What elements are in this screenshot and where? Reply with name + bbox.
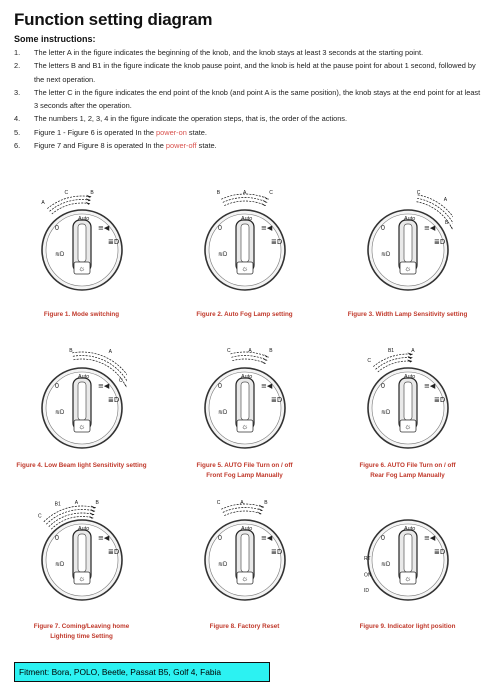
knob-label-auto: Auto — [241, 526, 253, 532]
headlamp-icon: ≡◀ — [424, 534, 436, 542]
knob-svg — [363, 346, 453, 458]
instructions-list — [14, 46, 482, 152]
arrow-head — [264, 196, 269, 199]
position-mark: B — [90, 190, 94, 196]
low-beam-icon: ≣D — [271, 548, 283, 556]
instruction-number: 3. — [14, 87, 21, 97]
rotation-arrow — [47, 196, 91, 209]
knob-label-fog: ≋D — [218, 410, 228, 416]
instruction-text: The numbers 1, 2, 3, 4 in the figure indicate the operation steps, that is, the order of the actions. — [34, 114, 348, 124]
position-mark: ON — [364, 572, 372, 579]
knob-label-light: ☼ — [78, 574, 86, 583]
instruction-text-pre: Figure 7 and Figure 8 is operated In the — [34, 141, 166, 151]
knob-label-light: ☼ — [404, 264, 412, 273]
arrow-head — [449, 225, 452, 230]
rotation-arrow — [223, 198, 267, 203]
instructions-heading: Some instructions: — [14, 34, 96, 44]
figure-8 — [163, 492, 326, 642]
instruction-text: The letters B and B1 in the figure indicate the knob pause point, and the knob is held at the pause point for about 1 second, followed by the next operation. — [34, 61, 476, 84]
knob-diagram — [363, 346, 453, 458]
position-mark: C — [226, 348, 231, 354]
figure-2 — [163, 180, 326, 330]
instruction-number: 6. — [14, 141, 21, 151]
handle-slot — [241, 224, 249, 262]
knob-label-fog: ≋D — [381, 562, 391, 568]
figure-9 — [326, 492, 488, 642]
rotation-arrow — [232, 359, 265, 364]
handle-slot — [78, 382, 86, 420]
knob-label-auto: Auto — [241, 374, 253, 380]
position-mark: B — [445, 219, 449, 226]
instruction-item — [14, 112, 482, 125]
figure-grid — [0, 180, 488, 650]
low-beam-icon: ≣D — [434, 396, 446, 404]
power-off-label: power-off — [165, 141, 197, 151]
figure-caption — [0, 310, 163, 320]
position-mark: C — [216, 500, 221, 506]
instruction-item — [14, 86, 482, 113]
knob-label-zero: 0 — [55, 383, 59, 390]
instruction-text-pre: Figure 1 - Figure 6 is operated In the — [34, 127, 157, 137]
knob-diagram — [200, 346, 290, 458]
knob-label-fog: ≋D — [218, 252, 228, 258]
arrow-head — [452, 223, 453, 228]
position-mark: B — [69, 348, 73, 354]
position-mark: A — [41, 200, 45, 207]
position-mark: ID — [364, 588, 369, 594]
rotation-arrow — [224, 511, 261, 516]
knob-diagram — [37, 188, 127, 300]
instruction-item — [14, 46, 482, 59]
knob-diagram — [37, 346, 127, 458]
low-beam-icon: ≣D — [108, 548, 120, 556]
knob-diagram — [363, 498, 453, 610]
knob-label-zero: 0 — [381, 535, 385, 542]
knob-label-auto: Auto — [404, 216, 416, 222]
caption-line: Lighting time Setting — [50, 633, 113, 640]
knob-label-light: ☼ — [241, 264, 249, 273]
knob-svg — [363, 188, 453, 300]
handle-slot — [241, 382, 249, 420]
instruction-number: 5. — [14, 127, 21, 137]
arrow-head — [262, 199, 267, 202]
knob-svg — [37, 188, 127, 300]
headlamp-icon: ≡◀ — [261, 224, 273, 232]
knob-label-zero: 0 — [218, 225, 222, 232]
knob-label-auto: Auto — [78, 216, 90, 222]
position-mark: B1 — [54, 501, 61, 508]
figure-caption — [326, 310, 488, 320]
instruction-number: 4. — [14, 114, 21, 124]
knob-label-fog: ≋D — [381, 410, 391, 416]
caption-line: Figure 4. Low Beam light Sensitivity setting — [16, 462, 147, 469]
knob-label-light: ☼ — [78, 264, 86, 273]
handle-slot — [78, 534, 86, 572]
arrow-head — [264, 354, 269, 357]
knob-label-fog: ≋D — [55, 410, 65, 416]
figure-caption — [163, 461, 326, 481]
knob-svg — [37, 498, 127, 610]
caption-line: Figure 2. Auto Fog Lamp setting — [196, 311, 293, 318]
instruction-text: The letter C in the figure indicates the end point of the knob (and point A is the same position), the knob stays at the end point for at least 3 seconds after the operation. — [34, 87, 481, 111]
position-mark: C — [119, 377, 123, 384]
handle-slot — [78, 224, 86, 262]
headlamp-icon: ≡◀ — [261, 534, 273, 542]
knob-label-fog: ≋D — [381, 252, 391, 258]
arrow-head — [89, 516, 93, 519]
position-mark: C — [416, 190, 421, 196]
instruction-text: The letter A in the figure indicates the beginning of the knob, and the knob stays at least 3 seconds at the starting point. — [34, 48, 424, 57]
figure-caption — [326, 622, 488, 632]
knob-label-auto: Auto — [78, 374, 90, 380]
caption-line: Figure 6. AUTO File Turn on / off — [359, 462, 456, 469]
figure-3 — [326, 180, 488, 330]
arrow-head — [123, 383, 126, 388]
rotation-arrow — [373, 354, 412, 367]
knob-label-light: ☼ — [404, 422, 412, 431]
low-beam-icon: ≣D — [434, 548, 446, 556]
position-mark: A — [443, 196, 448, 203]
knob-label-zero: 0 — [55, 535, 59, 542]
instruction-number: 2. — [14, 61, 21, 71]
position-mark: B — [264, 500, 268, 506]
figure-4 — [0, 340, 163, 490]
power-on-label: power-on — [156, 127, 187, 137]
knob-svg — [200, 346, 290, 458]
figure-caption — [163, 310, 326, 320]
figure-1 — [0, 180, 163, 330]
knob-label-zero: 0 — [381, 383, 385, 390]
knob-label-light: ☼ — [241, 574, 249, 583]
position-mark: B1 — [387, 348, 395, 354]
caption-line: Figure 7. Coming/Leaving home — [33, 623, 130, 630]
instruction-text-post: state. — [196, 141, 217, 151]
instruction-item — [14, 139, 482, 152]
headlamp-icon: ≡◀ — [261, 382, 273, 390]
position-mark: A — [411, 348, 415, 354]
knob-label-auto: Auto — [241, 216, 253, 222]
handle-slot — [404, 534, 412, 572]
knob-label-light: ☼ — [404, 574, 412, 583]
rotation-arrow — [224, 201, 265, 206]
knob-label-light: ☼ — [241, 422, 249, 431]
figure-7 — [0, 492, 163, 642]
low-beam-icon: ≣D — [271, 396, 283, 404]
instruction-text-post: state. — [186, 127, 207, 137]
position-mark: C — [269, 190, 273, 196]
caption-line: Figure 5. AUTO File Turn on / off — [196, 462, 293, 469]
position-mark: RT — [364, 556, 371, 562]
position-mark: B — [95, 500, 99, 506]
knob-svg — [37, 346, 127, 458]
headlamp-icon: ≡◀ — [98, 534, 110, 542]
page-title: Function setting diagram — [14, 10, 213, 29]
figure-caption — [326, 461, 488, 481]
arrow-head — [257, 511, 262, 514]
knob-label-light: ☼ — [78, 422, 86, 431]
knob-label-zero: 0 — [381, 225, 385, 232]
caption-line: Figure 3. Width Lamp Sensitivity setting — [347, 311, 468, 318]
knob-diagram — [200, 188, 290, 300]
position-mark: A — [248, 348, 252, 354]
headlamp-icon: ≡◀ — [98, 224, 110, 232]
handle-slot — [241, 534, 249, 572]
caption-line: Figure 1. Mode switching — [43, 311, 120, 318]
knob-svg — [200, 188, 290, 300]
caption-line: Figure 8. Factory Reset — [209, 623, 280, 630]
position-mark: A — [240, 500, 244, 506]
handle-slot — [404, 224, 412, 262]
knob-label-auto: Auto — [404, 526, 416, 532]
caption-line: Rear Fog Lamp Manually — [370, 472, 445, 479]
fitment-banner — [14, 662, 270, 682]
position-mark: C — [64, 190, 69, 196]
arrow-head — [126, 381, 127, 386]
knob-diagram — [37, 498, 127, 610]
low-beam-icon: ≣D — [108, 396, 120, 404]
handle-slot — [404, 382, 412, 420]
instruction-number: 1. — [14, 48, 21, 57]
knob-label-fog: ≋D — [55, 252, 65, 258]
fitment-text: Fitment: Bora, POLO, Beetle, Passat B5, Golf 4, Fabia — [19, 667, 222, 677]
knob-label-fog: ≋D — [55, 562, 65, 568]
position-mark: C — [367, 358, 372, 365]
figure-caption — [0, 622, 163, 642]
knob-svg — [200, 498, 290, 610]
low-beam-icon: ≣D — [434, 238, 446, 246]
position-mark: A — [74, 500, 79, 506]
knob-label-auto: Auto — [404, 374, 416, 380]
knob-label-zero: 0 — [218, 383, 222, 390]
position-mark: B — [269, 348, 273, 354]
figure-caption — [163, 622, 326, 632]
knob-label-auto: Auto — [78, 526, 90, 532]
caption-line: Figure 9. Indicator light position — [359, 623, 456, 630]
headlamp-icon: ≡◀ — [424, 382, 436, 390]
headlamp-icon: ≡◀ — [424, 224, 436, 232]
knob-label-fog: ≋D — [218, 562, 228, 568]
low-beam-icon: ≣D — [108, 238, 120, 246]
low-beam-icon: ≣D — [271, 238, 283, 246]
knob-diagram — [200, 498, 290, 610]
headlamp-icon: ≡◀ — [98, 382, 110, 390]
position-mark: C — [38, 513, 42, 520]
caption-line: Front Fog Lamp Manually — [206, 472, 283, 479]
position-mark: A — [108, 349, 112, 356]
knob-label-zero: 0 — [218, 535, 222, 542]
position-mark: B — [216, 190, 221, 196]
instruction-item — [14, 126, 482, 139]
figure-5 — [163, 340, 326, 490]
rotation-arrow — [223, 508, 263, 513]
position-mark: A — [243, 190, 247, 196]
figure-6 — [326, 340, 488, 490]
knob-label-zero: 0 — [55, 225, 59, 232]
figure-caption — [0, 461, 163, 471]
instruction-item — [14, 59, 482, 86]
knob-svg — [363, 498, 453, 610]
knob-diagram — [363, 188, 453, 300]
